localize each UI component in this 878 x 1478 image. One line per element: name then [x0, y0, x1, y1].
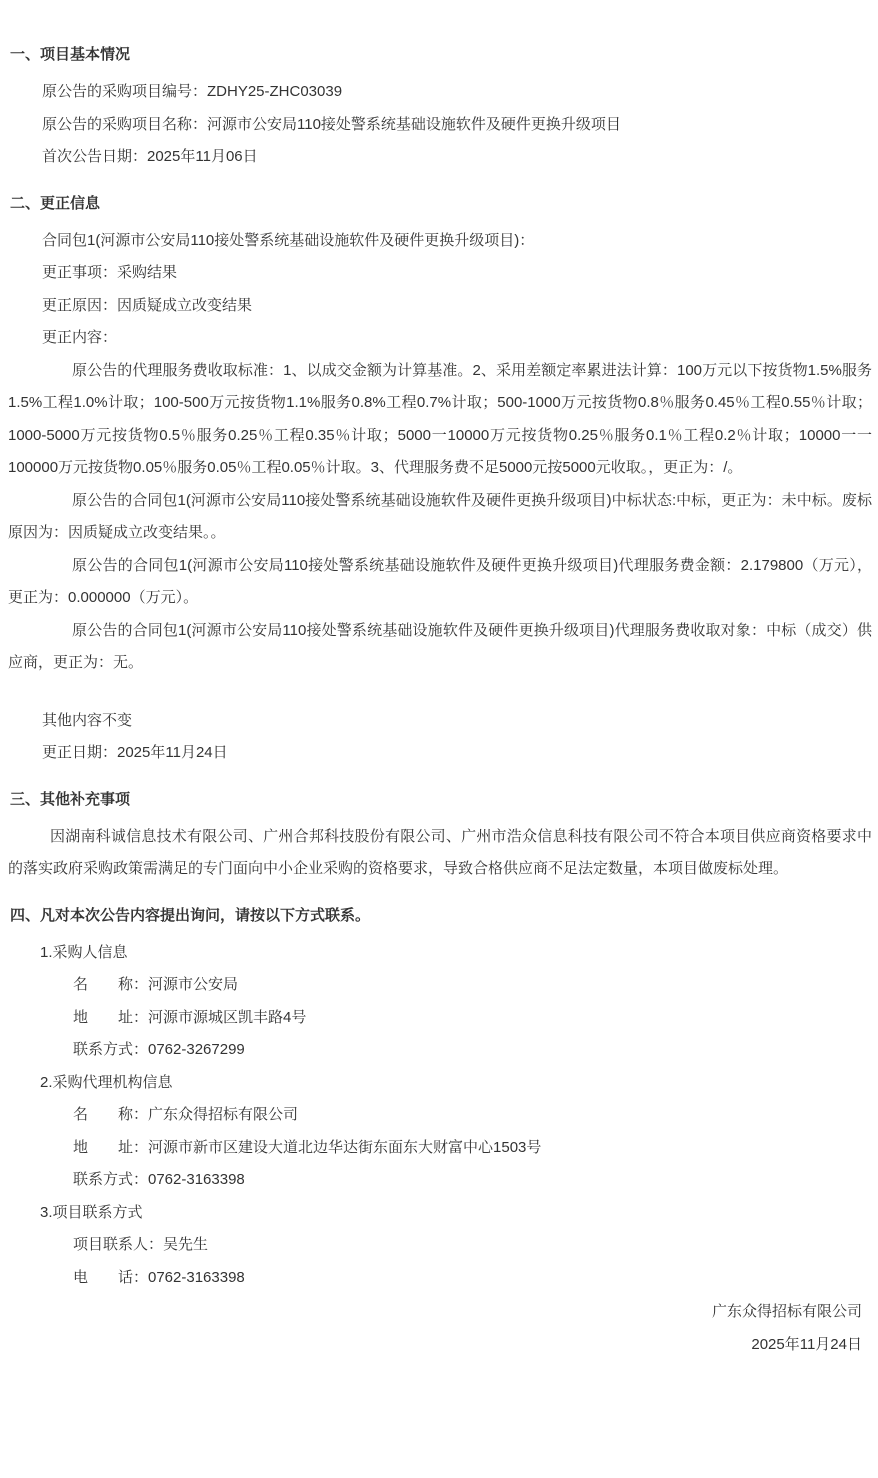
agency-info-title: 2.采购代理机构信息: [40, 1073, 173, 1091]
project-contact-group: [8, 1197, 872, 1295]
correction-date-line: 更正日期：2025年11月24日: [42, 744, 228, 761]
project-number-line: 原公告的采购项目编号：ZDHY25-ZHC03039: [42, 83, 343, 100]
other-content-line: 其他内容不变: [42, 711, 133, 729]
agency-name-line: 名 称：广东众得招标有限公司: [73, 1106, 299, 1123]
purchaser-phone-line: 联系方式：0762-3267299: [73, 1041, 245, 1058]
correction-paragraph-award-status: 原公告的合同包1(河源市公安局110接处警系统基础设施软件及硬件更换升级项目)中标状态:中标，更正为：未中标。废标原因为：因质疑成立改变结果。。: [8, 491, 872, 541]
section1-heading: 一、项目基本情况: [10, 46, 131, 63]
agency-address-line: 地 址：河源市新市区建设大道北边华达街东面东大财富中心1503号: [73, 1138, 542, 1156]
section-correction-info: [8, 193, 872, 770]
section3-heading: 三、其他补充事项: [10, 790, 131, 808]
footer-date: 2025年11月24日: [751, 1335, 862, 1353]
project-name-line: 原公告的采购项目名称：河源市公安局110接处警系统基础设施软件及硬件更换升级项目: [42, 115, 621, 133]
project-contact-title: 3.项目联系方式: [40, 1203, 143, 1221]
section4-heading: 四、凡对本次公告内容提出询问，请按以下方式联系。: [10, 906, 371, 924]
correction-item-line: 更正事项：采购结果: [42, 264, 178, 281]
purchaser-info-group: [8, 937, 872, 1067]
agency-phone-line: 联系方式：0762-3163398: [73, 1171, 245, 1188]
contract-package-line: 合同包1(河源市公安局110接处警系统基础设施软件及硬件更换升级项目)：: [42, 231, 535, 249]
supplementary-paragraph: 因湖南科诚信息技术有限公司、广州合邦科技股份有限公司、广州市浩众信息科技有限公司不符合本项目供应商资格要求中的落实政府采购政策需满足的专门面向中小企业采购的资格要求，导致合格供应商不足法定数量，本项目做废标处理。: [8, 827, 872, 877]
agency-info-group: [8, 1067, 872, 1197]
section-supplementary: [8, 789, 872, 886]
project-contact-phone-line: 电 话：0762-3163398: [73, 1268, 245, 1286]
project-contact-person-line: 项目联系人：吴先生: [73, 1236, 209, 1253]
section-contact: [8, 905, 872, 1295]
purchaser-info-title: 1.采购人信息: [40, 943, 128, 961]
purchaser-name-line: 名 称：河源市公安局: [73, 976, 239, 993]
purchaser-address-line: 地 址：河源市源城区凯丰路4号: [73, 1008, 307, 1026]
correction-paragraph-fee-standard: 原公告的代理服务费收取标准：1、以成交金额为计算基准。2、采用差额定率累进法计算：100万元以下按货物1.5%服务1.5%工程1.0%计取；100-500万元按货物1.1%服务0.8%工程0.7%计取；500-1000万元按货物0.8％服务0.45％工程0.55％计取；1000-5000万元按货物0.5％服务0.25％工程0.35％计取；5000一10000万元按货物0.25％服务0.1％工程0.2％计取；10000一一100000万元按货物0.05％服务0.05％工程0.05％计取。3、代理服务费不足5000元按5000元收取。，更正为：/。: [8, 361, 872, 476]
section-basic-info: [8, 44, 872, 174]
section2-heading: 二、更正信息: [10, 194, 101, 212]
correction-paragraph-fee-payer: 原公告的合同包1(河源市公安局110接处警系统基础设施软件及硬件更换升级项目)代理服务费收取对象：中标（成交）供应商，更正为：无。: [8, 621, 872, 671]
correction-content-label: 更正内容：: [42, 329, 118, 346]
correction-reason-line: 更正原因：因质疑成立改变结果: [42, 296, 253, 314]
footer-company: 广东众得招标有限公司: [711, 1303, 862, 1320]
first-announcement-date-line: 首次公告日期：2025年11月06日: [42, 148, 258, 165]
correction-paragraph-fee-amount: 原公告的合同包1(河源市公安局110接处警系统基础设施软件及硬件更换升级项目)代理服务费金额：2.179800（万元），更正为：0.000000（万元）。: [8, 556, 872, 606]
document-footer: [8, 1296, 872, 1361]
